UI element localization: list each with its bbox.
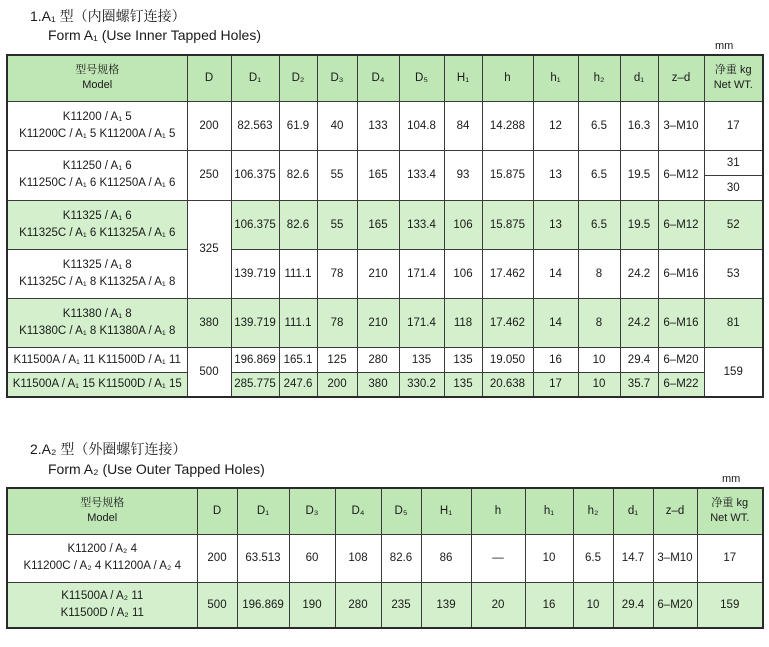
- table-row: [7, 249, 763, 298]
- value-cell: 84: [444, 101, 482, 150]
- table-a2-header: [7, 488, 763, 534]
- value-cell: 8: [578, 249, 620, 298]
- value-cell: 63.513: [237, 534, 289, 582]
- value-cell: 280: [335, 582, 381, 628]
- value-cell: 20.638: [482, 372, 533, 397]
- value-cell: 104.8: [399, 101, 444, 150]
- value-cell: 6–M12: [658, 150, 704, 200]
- value-cell: 10: [578, 372, 620, 397]
- value-cell: —: [471, 534, 525, 582]
- value-cell: 55: [317, 200, 357, 249]
- value-cell: 10: [525, 534, 573, 582]
- value-cell: 86: [421, 534, 471, 582]
- weight-cell: 52: [704, 200, 763, 249]
- value-cell: 6–M16: [658, 298, 704, 347]
- header-col: h₁: [533, 55, 578, 101]
- d-cell: 200: [187, 101, 231, 150]
- value-cell: 61.9: [279, 101, 317, 150]
- table-a1: [6, 54, 764, 398]
- value-cell: 13: [533, 150, 578, 200]
- header-model: 型号规格 Model: [7, 55, 187, 101]
- value-cell: 106: [444, 249, 482, 298]
- header-col: h₂: [578, 55, 620, 101]
- value-cell: 3–M10: [658, 101, 704, 150]
- section1-title: 1.A₁ 型（内圈螺钉连接）: [30, 8, 186, 24]
- value-cell: 133.4: [399, 150, 444, 200]
- header-col: H₁: [444, 55, 482, 101]
- model-cell: K11500A / A₁ 11 K11500D / A₁ 11: [7, 347, 187, 372]
- value-cell: 6–M22: [658, 372, 704, 397]
- value-cell: 78: [317, 249, 357, 298]
- value-cell: 6–M20: [658, 347, 704, 372]
- header-model: 型号规格 Model: [7, 488, 197, 534]
- value-cell: 29.4: [620, 347, 658, 372]
- value-cell: 14.288: [482, 101, 533, 150]
- value-cell: 135: [444, 372, 482, 397]
- section2-subtitle: Form A₂ (Use Outer Tapped Holes): [48, 461, 265, 477]
- header-col: D₂: [279, 55, 317, 101]
- value-cell: 19.5: [620, 150, 658, 200]
- value-cell: 6.5: [578, 101, 620, 150]
- value-cell: 82.563: [231, 101, 279, 150]
- value-cell: 196.869: [231, 347, 279, 372]
- value-cell: 16.3: [620, 101, 658, 150]
- value-cell: 285.775: [231, 372, 279, 397]
- table-row: [7, 200, 763, 249]
- value-cell: 171.4: [399, 298, 444, 347]
- table-a1-header: [7, 55, 763, 101]
- weight-cell: 31 30: [704, 150, 763, 200]
- section1-unit: mm: [715, 40, 734, 52]
- value-cell: 17: [533, 372, 578, 397]
- value-cell: 171.4: [399, 249, 444, 298]
- table-row: [7, 101, 763, 150]
- value-cell: 165: [357, 200, 399, 249]
- value-cell: 165.1: [279, 347, 317, 372]
- header-col: D₄: [357, 55, 399, 101]
- value-cell: 19.5: [620, 200, 658, 249]
- value-cell: 200: [197, 534, 237, 582]
- model-cell: K11200 / A₁ 5 K11200C / A₁ 5 K11200A / A₁ 5: [7, 101, 187, 150]
- header-col: D₁: [237, 488, 289, 534]
- header-weight: 净重 kg Net WT.: [697, 488, 763, 534]
- header-col: D: [187, 55, 231, 101]
- header-col: D₅: [399, 55, 444, 101]
- model-cell: K11200 / A₂ 4 K11200C / A₂ 4 K11200A / A₂ 4: [7, 534, 197, 582]
- value-cell: 24.2: [620, 298, 658, 347]
- value-cell: 6–M16: [658, 249, 704, 298]
- weight-cell: 81: [704, 298, 763, 347]
- weight-cell: 53: [704, 249, 763, 298]
- value-cell: 29.4: [613, 582, 653, 628]
- value-cell: 247.6: [279, 372, 317, 397]
- weight-cell: 17: [697, 534, 763, 582]
- value-cell: 40: [317, 101, 357, 150]
- d-cell: 500: [187, 347, 231, 397]
- value-cell: 6–M12: [658, 200, 704, 249]
- value-cell: 82.6: [381, 534, 421, 582]
- header-col: h₁: [525, 488, 573, 534]
- value-cell: 13: [533, 200, 578, 249]
- value-cell: 139: [421, 582, 471, 628]
- value-cell: 14: [533, 249, 578, 298]
- value-cell: 106.375: [231, 150, 279, 200]
- header-col: d₁: [620, 55, 658, 101]
- value-cell: 210: [357, 249, 399, 298]
- value-cell: 139.719: [231, 298, 279, 347]
- value-cell: 17.462: [482, 249, 533, 298]
- value-cell: 82.6: [279, 150, 317, 200]
- header-col: D₃: [289, 488, 335, 534]
- value-cell: 135: [399, 347, 444, 372]
- header-col: D₄: [335, 488, 381, 534]
- value-cell: 10: [578, 347, 620, 372]
- value-cell: 78: [317, 298, 357, 347]
- value-cell: 6–M20: [653, 582, 697, 628]
- header-col: h: [471, 488, 525, 534]
- value-cell: 118: [444, 298, 482, 347]
- model-cell: K11380 / A₁ 8 K11380C / A₁ 8 K11380A / A₁ 8: [7, 298, 187, 347]
- value-cell: 6.5: [578, 200, 620, 249]
- weight-cell: 17: [704, 101, 763, 150]
- value-cell: 330.2: [399, 372, 444, 397]
- value-cell: 82.6: [279, 200, 317, 249]
- value-cell: 190: [289, 582, 335, 628]
- d-cell: 380: [187, 298, 231, 347]
- value-cell: 93: [444, 150, 482, 200]
- value-cell: 14.7: [613, 534, 653, 582]
- model-cell: K11250 / A₁ 6 K11250C / A₁ 6 K11250A / A₁ 6: [7, 150, 187, 200]
- value-cell: 17.462: [482, 298, 533, 347]
- model-cell: K11325 / A₁ 6 K11325C / A₁ 6 K11325A / A₁ 6: [7, 200, 187, 249]
- weight-cell: 159: [704, 347, 763, 397]
- header-col: D₁: [231, 55, 279, 101]
- value-cell: 500: [197, 582, 237, 628]
- value-cell: 200: [317, 372, 357, 397]
- value-cell: 10: [573, 582, 613, 628]
- value-cell: 19.050: [482, 347, 533, 372]
- section2-unit: mm: [722, 473, 741, 485]
- d-cell: 250: [187, 150, 231, 200]
- model-cell: K11325 / A₁ 8 K11325C / A₁ 8 K11325A / A₁ 8: [7, 249, 187, 298]
- table-row: [7, 347, 763, 372]
- value-cell: 15.875: [482, 150, 533, 200]
- header-col: z–d: [658, 55, 704, 101]
- header-col: D₃: [317, 55, 357, 101]
- header-col: h: [482, 55, 533, 101]
- header-col: H₁: [421, 488, 471, 534]
- header-col: D₅: [381, 488, 421, 534]
- section2-title: 2.A₂ 型（外圈螺钉连接）: [30, 441, 187, 457]
- value-cell: 35.7: [620, 372, 658, 397]
- value-cell: 210: [357, 298, 399, 347]
- value-cell: 12: [533, 101, 578, 150]
- value-cell: 135: [444, 347, 482, 372]
- value-cell: 60: [289, 534, 335, 582]
- table-a2: [6, 487, 764, 629]
- value-cell: 106.375: [231, 200, 279, 249]
- value-cell: 111.1: [279, 298, 317, 347]
- value-cell: 16: [533, 347, 578, 372]
- value-cell: 139.719: [231, 249, 279, 298]
- value-cell: 6.5: [573, 534, 613, 582]
- model-cell: K11500A / A₁ 15 K11500D / A₁ 15: [7, 372, 187, 397]
- value-cell: 6.5: [578, 150, 620, 200]
- value-cell: 55: [317, 150, 357, 200]
- value-cell: 133.4: [399, 200, 444, 249]
- value-cell: 108: [335, 534, 381, 582]
- table-row: [7, 150, 763, 200]
- value-cell: 106: [444, 200, 482, 249]
- value-cell: 3–M10: [653, 534, 697, 582]
- table-row: [7, 582, 763, 628]
- header-col: D: [197, 488, 237, 534]
- table-row: [7, 372, 763, 397]
- value-cell: 125: [317, 347, 357, 372]
- value-cell: 111.1: [279, 249, 317, 298]
- value-cell: 280: [357, 347, 399, 372]
- header-col: z–d: [653, 488, 697, 534]
- header-weight: 净重 kg Net WT.: [704, 55, 763, 101]
- value-cell: 14: [533, 298, 578, 347]
- value-cell: 16: [525, 582, 573, 628]
- value-cell: 196.869: [237, 582, 289, 628]
- value-cell: 20: [471, 582, 525, 628]
- value-cell: 8: [578, 298, 620, 347]
- value-cell: 15.875: [482, 200, 533, 249]
- value-cell: 24.2: [620, 249, 658, 298]
- table-row: [7, 534, 763, 582]
- value-cell: 165: [357, 150, 399, 200]
- model-cell: K11500A / A₂ 11 K11500D / A₂ 11: [7, 582, 197, 628]
- value-cell: 380: [357, 372, 399, 397]
- value-cell: 235: [381, 582, 421, 628]
- header-col: d₁: [613, 488, 653, 534]
- header-col: h₂: [573, 488, 613, 534]
- table-row: [7, 298, 763, 347]
- d-cell: 325: [187, 200, 231, 298]
- value-cell: 133: [357, 101, 399, 150]
- weight-cell: 159: [697, 582, 763, 628]
- section1-subtitle: Form A₁ (Use Inner Tapped Holes): [48, 27, 262, 43]
